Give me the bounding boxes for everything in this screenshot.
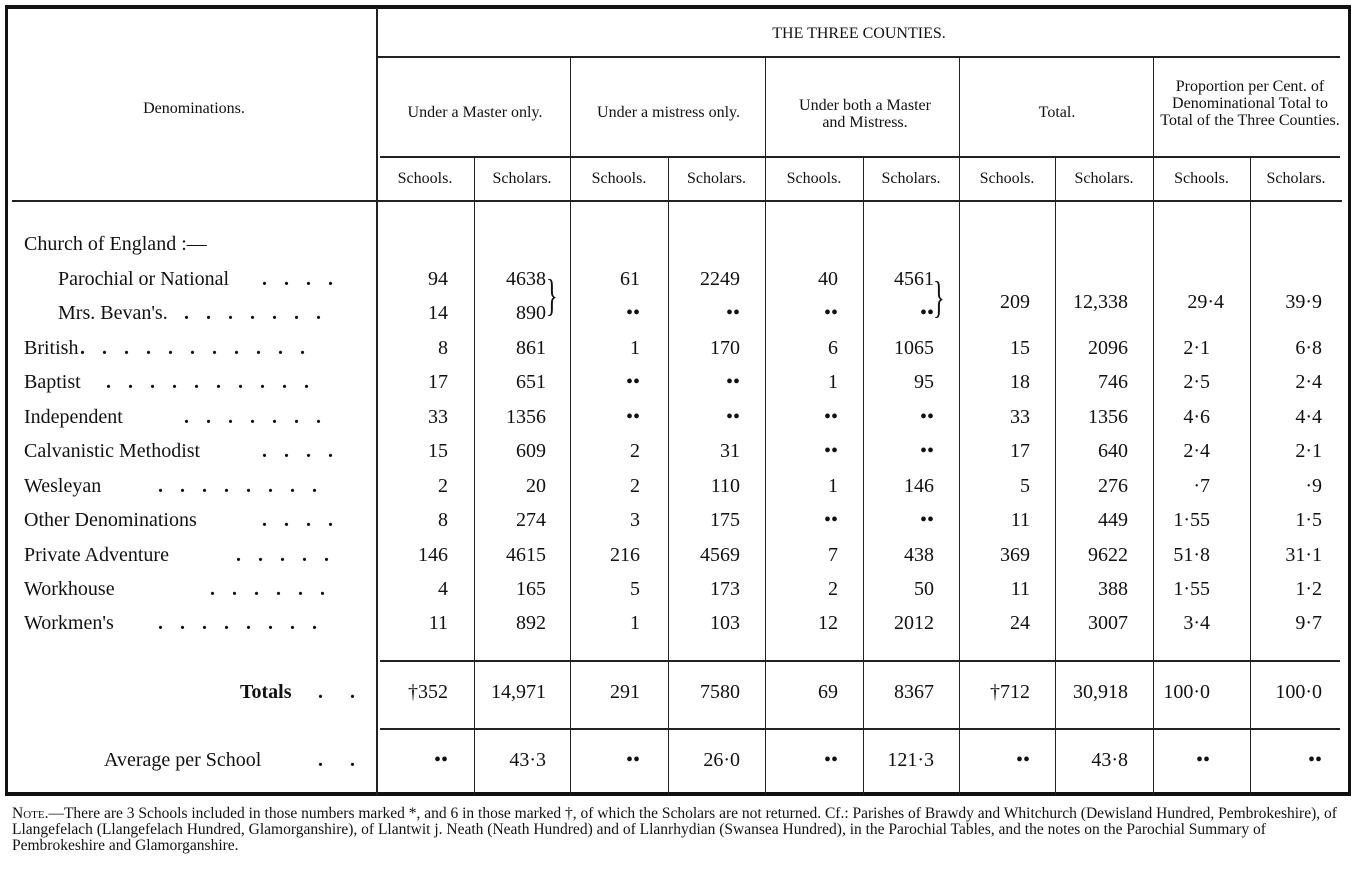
table-cell: 170: [710, 337, 740, 359]
leader-dots: . . . .: [262, 268, 333, 290]
table-cell: 146: [904, 475, 934, 497]
subheader-scholars: Scholars.: [492, 170, 552, 187]
table-cell: 4569: [700, 544, 740, 566]
table-cell: 9·7: [1295, 612, 1322, 634]
table-cell: 2·4: [1295, 371, 1322, 393]
table-cell: 2·1: [1183, 337, 1210, 359]
table-cell: 11: [1010, 509, 1030, 531]
row-label: Calvanistic Methodist: [24, 440, 201, 462]
table-cell: 2: [630, 475, 640, 497]
divider: [378, 56, 1340, 58]
totals-cell: 100·0: [1163, 681, 1210, 703]
subheader-schools: Schools.: [397, 170, 453, 187]
table-cell: 369: [1000, 544, 1030, 566]
brace-both: }: [933, 273, 945, 322]
table-cell: 1: [630, 337, 640, 359]
average-cell: 26·0: [703, 749, 740, 771]
col-group-mistress: Under a mistress only.: [597, 104, 740, 121]
divider: [380, 728, 1340, 730]
table-cell: ••: [625, 302, 640, 324]
table-cell: 274: [516, 509, 546, 531]
brace-master: }: [546, 271, 558, 320]
row-label: Baptist: [24, 371, 81, 393]
table-cell: 746: [1098, 371, 1128, 393]
table-cell: 1·55: [1173, 509, 1210, 531]
table-cell: 1: [828, 475, 838, 497]
group-title: THE THREE COUNTIES.: [772, 25, 946, 42]
table-cell: 2·4: [1183, 440, 1210, 462]
table-cell: 3: [630, 509, 640, 531]
totals-label: Totals: [240, 681, 292, 703]
subheader-schools: Schools.: [786, 170, 842, 187]
row-label: Wesleyan: [24, 475, 102, 497]
average-cell: ••: [1307, 749, 1322, 771]
leader-dots: . . . . . . . . . .: [106, 371, 309, 393]
note-lead: Note.: [12, 805, 49, 822]
totals-cell: 100·0: [1275, 681, 1322, 703]
divider: [12, 200, 1342, 202]
table-cell: 2249: [700, 268, 740, 290]
table-cell: 4·6: [1183, 406, 1210, 428]
table-cell: ••: [625, 406, 640, 428]
subheader-scholars: Scholars.: [686, 170, 747, 187]
subheader-scholars: Scholars.: [881, 170, 941, 187]
subheader-scholars: Scholars.: [1074, 170, 1134, 187]
table-cell: 18: [1010, 371, 1030, 393]
table-cell: ••: [919, 302, 934, 324]
row-label: Parochial or National: [58, 268, 230, 290]
col-group-both: Under both a Master and Mistress.: [799, 97, 931, 131]
table-cell: ••: [725, 371, 740, 393]
divider: [380, 156, 1340, 158]
table-cell: ••: [725, 302, 740, 324]
table-cell: 2: [438, 475, 448, 497]
footnote: [12, 806, 1348, 854]
table-cell: ••: [919, 440, 934, 462]
average-cell: ••: [1015, 749, 1030, 771]
church-total-schools: 209: [1000, 291, 1030, 313]
table-cell: 1356: [1088, 406, 1128, 428]
average-cell: ••: [823, 749, 838, 771]
subheader-schools: Schools.: [979, 170, 1035, 187]
table-cell: 2·1: [1295, 440, 1322, 462]
table-cell: 110: [710, 475, 740, 497]
totals-cell: 291: [610, 681, 640, 703]
church-pct-schools: 29·4: [1187, 291, 1224, 313]
table-cell: 890: [516, 302, 546, 324]
totals-cell: 14,971: [491, 681, 546, 703]
col-group-total: Total.: [1038, 104, 1076, 121]
average-cell: 43·3: [509, 749, 546, 771]
table-cell: 438: [904, 544, 934, 566]
row-label: Other Denominations: [24, 509, 197, 531]
table-cell: 2012: [894, 612, 934, 634]
church-heading: Church of England :—: [24, 233, 207, 255]
table-cell: 31·1: [1285, 544, 1322, 566]
table-cell: 11: [1010, 578, 1030, 600]
table-cell: 5: [1020, 475, 1030, 497]
average-label: Average per School: [104, 749, 262, 771]
leader-dots: . . . . . . .: [184, 406, 321, 428]
table-cell: 1·5: [1295, 509, 1322, 531]
table-cell: 2: [828, 578, 838, 600]
table-cell: 173: [710, 578, 740, 600]
table-cell: 61: [620, 268, 640, 290]
table-cell: 861: [516, 337, 546, 359]
table-cell: 40: [818, 268, 838, 290]
subheader-schools: Schools.: [1174, 170, 1229, 187]
table-cell: 609: [516, 440, 546, 462]
row-label: British: [24, 337, 79, 359]
table-cell: 4561: [894, 268, 934, 290]
table-cell: 8: [438, 337, 448, 359]
table-cell: 146: [418, 544, 448, 566]
average-cell: ••: [1195, 749, 1210, 771]
table-cell: 9622: [1088, 544, 1128, 566]
table-cell: 12: [818, 612, 838, 634]
table-cell: 103: [710, 612, 740, 634]
table-cell: 17: [1010, 440, 1030, 462]
table-cell: 892: [516, 612, 546, 634]
table-cell: 651: [516, 371, 546, 393]
row-label: Workmen's: [24, 612, 114, 634]
table-cell: ••: [823, 406, 838, 428]
subheader-scholars: Scholars.: [1266, 170, 1326, 187]
divider: [380, 660, 1340, 662]
leader-dots: . . . .: [262, 509, 333, 531]
leader-dots: . . . . . .: [210, 578, 325, 600]
row-label: Private Adventure: [24, 544, 169, 566]
table-cell: 3007: [1088, 612, 1128, 634]
table-cell: 3·4: [1183, 612, 1210, 634]
leader-dots: . . . . . . . .: [158, 475, 317, 497]
table-cell: 94: [428, 268, 448, 290]
table-frame: [5, 5, 1351, 796]
leader-dots: . . . .: [262, 440, 333, 462]
table-cell: ••: [823, 440, 838, 462]
church-total-scholars: 12,338: [1073, 291, 1128, 313]
table-cell: 1: [828, 371, 838, 393]
table-cell: 175: [710, 509, 740, 531]
table-cell: 6·8: [1295, 337, 1322, 359]
table-cell: 1·55: [1173, 578, 1210, 600]
table-cell: 449: [1098, 509, 1128, 531]
table-cell: 2·5: [1183, 371, 1210, 393]
leader-dots: . . . . . . . . . . .: [80, 337, 305, 359]
table-cell: 14: [428, 302, 448, 324]
table-cell: 95: [914, 371, 934, 393]
table-cell: 1: [630, 612, 640, 634]
table-cell: 4615: [506, 544, 546, 566]
table-cell: 6: [828, 337, 838, 359]
table-cell: 50: [914, 578, 934, 600]
average-cell: ••: [625, 749, 640, 771]
table-cell: 20: [526, 475, 546, 497]
table-cell: 2096: [1088, 337, 1128, 359]
table-cell: ••: [919, 406, 934, 428]
row-label: Independent: [24, 406, 123, 428]
table-cell: 5: [630, 578, 640, 600]
subheader-schools: Schools.: [591, 170, 647, 187]
table-cell: ••: [823, 509, 838, 531]
table-cell: 4: [438, 578, 448, 600]
row-label: Mrs. Bevan's.: [58, 302, 168, 324]
divider: [376, 8, 378, 796]
leader-dots: . . . . . . . .: [158, 612, 317, 634]
table-cell: ••: [823, 302, 838, 324]
leader-dots: . .: [318, 749, 366, 771]
table-cell: ••: [725, 406, 740, 428]
table-cell: 165: [516, 578, 546, 600]
table-cell: 51·8: [1173, 544, 1210, 566]
table-cell: 1065: [894, 337, 934, 359]
church-pct-scholars: 39·9: [1285, 291, 1322, 313]
totals-cell: 30,918: [1073, 681, 1128, 703]
totals-cell: 7580: [700, 681, 740, 703]
totals-cell: †712: [990, 681, 1030, 703]
totals-cell: 69: [818, 681, 838, 703]
table-cell: 31: [720, 440, 740, 462]
col-group-master: Under a Master only.: [407, 104, 543, 121]
table-cell: 1·2: [1295, 578, 1322, 600]
table-cell: 7: [828, 544, 838, 566]
average-cell: 121·3: [887, 749, 934, 771]
leader-dots: . . . . . . .: [184, 302, 321, 324]
table-cell: ·9: [1305, 475, 1322, 497]
average-cell: 43·8: [1091, 749, 1128, 771]
divider: [765, 58, 766, 796]
table-cell: ••: [625, 371, 640, 393]
table-cell: ••: [919, 509, 934, 531]
table-cell: 15: [428, 440, 448, 462]
table-cell: 4638: [506, 268, 546, 290]
leader-dots: . . . . .: [236, 544, 329, 566]
table-cell: 33: [428, 406, 448, 428]
leader-dots: . .: [318, 681, 366, 703]
denominations-header: Denominations.: [143, 100, 245, 117]
table-cell: 2: [630, 440, 640, 462]
average-cell: ••: [433, 749, 448, 771]
table-cell: 17: [428, 371, 448, 393]
table-cell: 33: [1010, 406, 1030, 428]
table-cell: 15: [1010, 337, 1030, 359]
totals-cell: 8367: [894, 681, 934, 703]
table-cell: 1356: [506, 406, 546, 428]
table-cell: 11: [428, 612, 448, 634]
table-cell: 24: [1010, 612, 1030, 634]
table-cell: 8: [438, 509, 448, 531]
table-cell: 276: [1098, 475, 1128, 497]
table-cell: 4·4: [1295, 406, 1322, 428]
totals-cell: †352: [408, 681, 448, 703]
table-cell: ·7: [1193, 475, 1210, 497]
table-cell: 216: [610, 544, 640, 566]
table-cell: 388: [1098, 578, 1128, 600]
row-label: Workhouse: [24, 578, 115, 600]
note-text: —There are 3 Schools included in those numbers marked *, and 6 in those marked †, of which the Scholars are not returned. Cf.: Parishes of Brawdy and Whitchurch (Dewisland Hundred, Pembrokeshire), of Llangefelach (Llangefelach Hundred, Glamorganshire), of Llantwit j. Neath (Neath Hundred) and of Llanrhydian (Swansea Hundred), in the Parochial Tables, and the notes on the Parochial Summary of Pembrokeshire and Glamorganshire.: [12, 805, 1337, 854]
col-group-proportion: Proportion per Cent. of Denominational Total to Total of the Three Counties.: [1160, 78, 1340, 129]
table-cell: 640: [1098, 440, 1128, 462]
